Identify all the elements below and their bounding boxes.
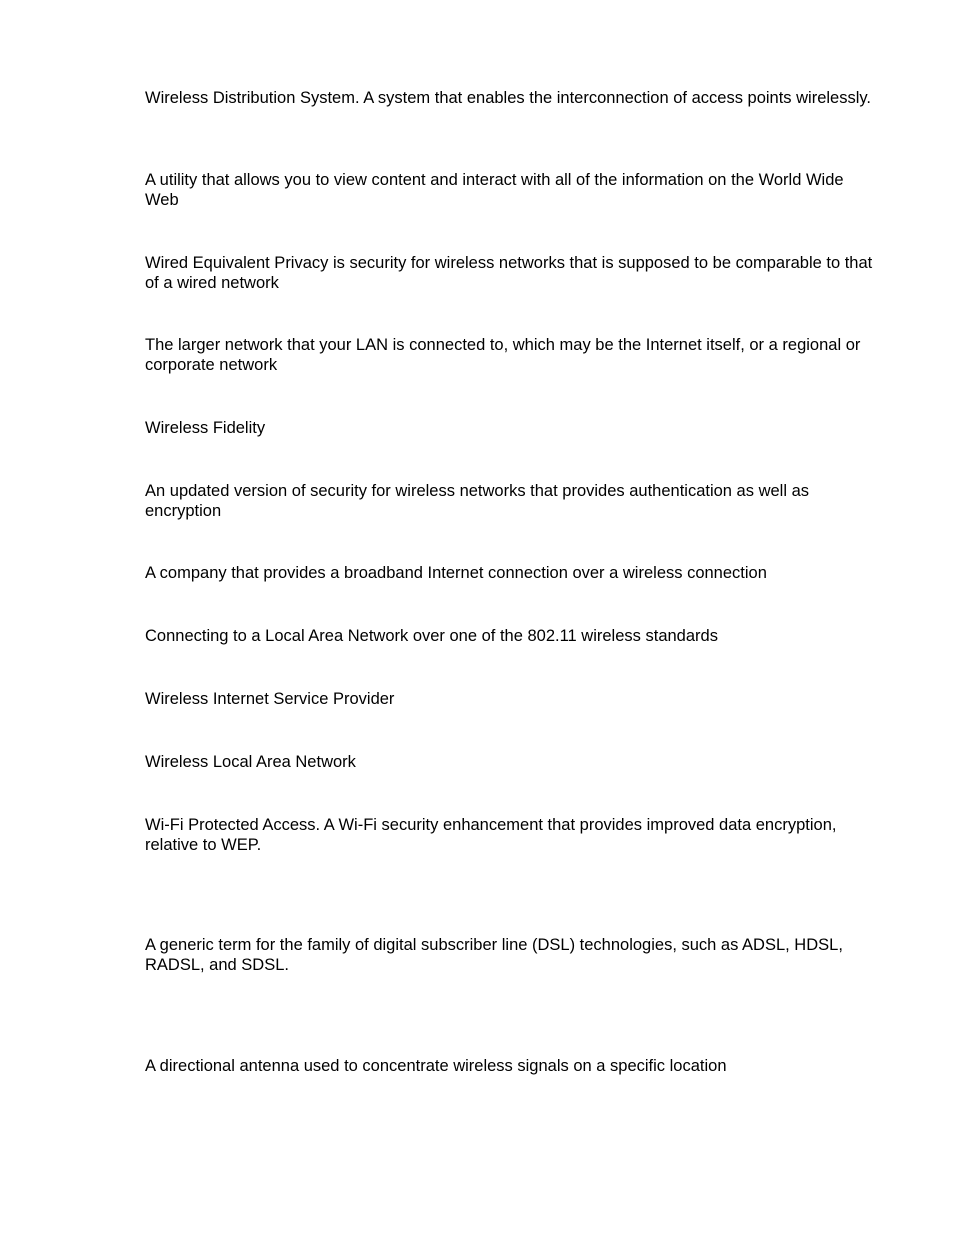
definition-wan: The larger network that your LAN is connected to, which may be the Internet itself, or a regional or corporate network bbox=[145, 336, 861, 374]
definition-wds: Wireless Distribution System. A system that enables the interconnection of access points wirelessly. bbox=[145, 89, 872, 107]
definition-web-browser: A utility that allows you to view content and interact with all of the information on the World Wide Web bbox=[145, 171, 844, 209]
definition-wisp: Wireless Internet Service Provider bbox=[145, 690, 395, 708]
definition-wep: Wired Equivalent Privacy is security for wireless networks that is supposed to be comparable to that of a wired network bbox=[145, 254, 873, 292]
definition-yagi-antenna: A directional antenna used to concentrate wireless signals on a specific location bbox=[145, 1057, 727, 1075]
definition-wpa2: An updated version of security for wireless networks that provides authentication as well as encryption bbox=[145, 482, 810, 520]
definition-wifi: Wireless Fidelity bbox=[145, 419, 266, 437]
definition-xdsl: A generic term for the family of digital subscriber line (DSL) technologies, such as ADSL, HDSL, RADSL, and SDSL. bbox=[145, 936, 843, 974]
definition-wireless-isp: A company that provides a broadband Internet connection over a wireless connection bbox=[145, 564, 767, 582]
definition-wlan: Wireless Local Area Network bbox=[145, 753, 356, 771]
definition-wireless-lan-connection: Connecting to a Local Area Network over one of the 802.11 wireless standards bbox=[145, 627, 718, 645]
definition-wpa: Wi-Fi Protected Access. A Wi-Fi security enhancement that provides improved data encryption, relative to WEP. bbox=[145, 816, 837, 854]
